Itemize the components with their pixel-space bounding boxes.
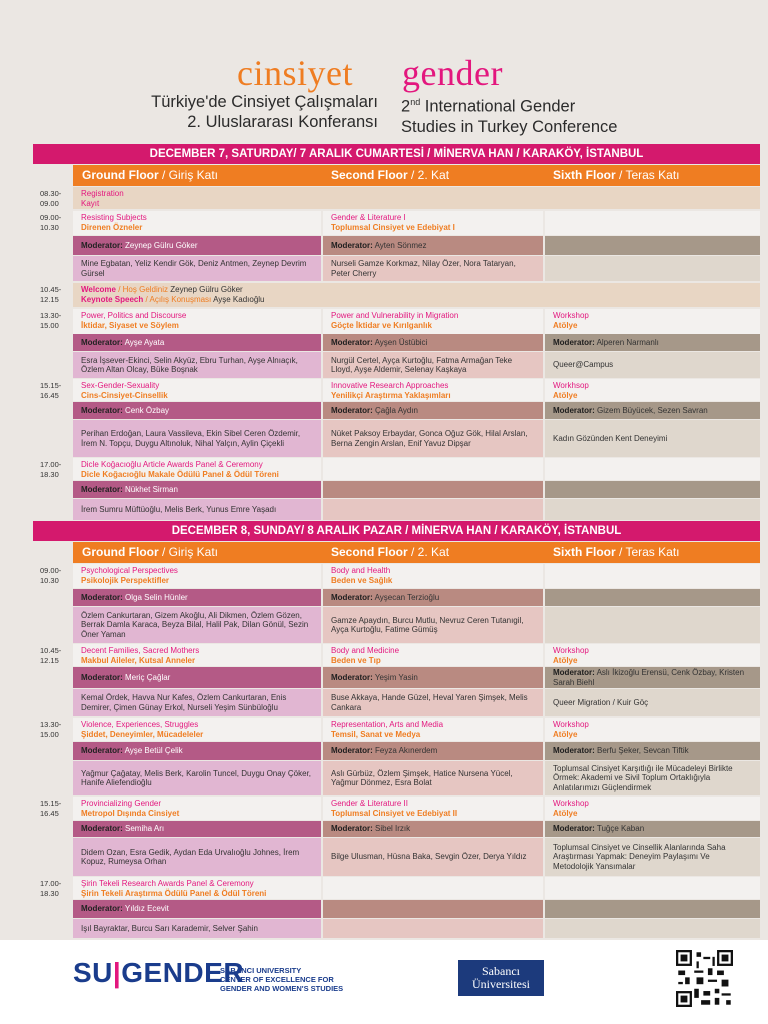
session-title bbox=[323, 458, 543, 480]
schedule-row bbox=[33, 256, 760, 281]
session-moderator bbox=[545, 481, 760, 498]
title-en-line2: Studies in Turkey Conference bbox=[401, 117, 618, 136]
session-moderator bbox=[545, 236, 760, 255]
session-speakers bbox=[545, 256, 760, 281]
schedule-row bbox=[33, 589, 760, 606]
session-moderator bbox=[323, 481, 543, 498]
time-slot bbox=[33, 821, 71, 837]
session-moderator: Moderator: Yeşim Yasin bbox=[323, 667, 543, 688]
schedule-row bbox=[33, 211, 760, 235]
session-moderator: Moderator: Aslı İkizoğlu Erensü, Cenk Özbay, Kristen Sarah Biehl bbox=[545, 667, 760, 688]
session-speakers: Özlem Cankurtaran, Gizem Akoğlu, Ali Dikmen, Özlem Gözen, Berrak Damla Karaca, Beyza Bilal, Halil Pak, Dilan Gönül, Sezin Öner Yaman bbox=[73, 607, 321, 643]
session-moderator bbox=[545, 900, 760, 918]
time-slot bbox=[33, 481, 71, 498]
schedule-row bbox=[33, 607, 760, 643]
session-title: Representation, Arts and Media Temsil, Sanat ve Medya bbox=[323, 718, 543, 741]
time-slot: 13.30- 15.00 bbox=[33, 309, 71, 334]
time-slot bbox=[33, 236, 71, 255]
session-speakers: Toplumsal Cinsiyet ve Cinsellik Alanlarında Saha Araştırması Yapmak: Deneyim Paylaşımı Ve Metodolojik Yansımalar bbox=[545, 838, 760, 876]
session-speakers: Kadın Gözünden Kent Deneyimi bbox=[545, 420, 760, 457]
schedule-row bbox=[33, 420, 760, 457]
session-speakers: Perihan Erdoğan, Laura Vassileva, Ekin Sibel Ceren Özdemir, İrem N. Topçu, Duygu Altınoluk, Nihal Yalçın, Aylin Çiçekli bbox=[73, 420, 321, 457]
schedule-row bbox=[33, 797, 760, 820]
title-tr-line1: Türkiye'de Cinsiyet Çalışmaları bbox=[151, 93, 378, 111]
session-speakers bbox=[545, 607, 760, 643]
time-slot: 09.00- 10.30 bbox=[33, 564, 71, 588]
session-moderator: Moderator: Tuğçe Kaban bbox=[545, 821, 760, 837]
session-moderator: Moderator: Ayşe Betül Çelik bbox=[73, 742, 321, 760]
session-title: Dicle Koğacıoğlu Article Awards Panel & Ceremony Dicle Koğacıoğlu Makale Ödülü Panel & Ödül Töreni bbox=[73, 458, 321, 480]
floor-label: Ground Floor / Giriş Katı bbox=[82, 545, 218, 559]
session-moderator: Moderator: Cenk Özbay bbox=[73, 402, 321, 419]
schedule-row bbox=[33, 236, 760, 255]
time-slot: 15.15- 16.45 bbox=[33, 797, 71, 820]
time-slot bbox=[33, 499, 71, 520]
time-slot: 08.30- 09.00 bbox=[33, 187, 71, 209]
session-speakers: Mine Egbatan, Yeliz Kendir Gök, Deniz Antmen, Zeynep Devrim Gürsel bbox=[73, 256, 321, 281]
title-word-gender: gender bbox=[402, 53, 503, 93]
schedule-row bbox=[33, 283, 760, 307]
schedule-row bbox=[33, 481, 760, 498]
su-gender-text: SABANCI UNIVERSITY CENTER OF EXCELLENCE FOR GENDER AND WOMEN'S STUDIES bbox=[220, 966, 344, 993]
time-slot: 17.00- 18.30 bbox=[33, 877, 71, 899]
session-title: Power, Politics and Discourse İktidar, Siyaset ve Söylem bbox=[73, 309, 321, 334]
session-moderator: Moderator: Meriç Çağlar bbox=[73, 667, 321, 688]
session-title: Gender & Literature I Toplumsal Cinsiyet ve Edebiyat I bbox=[323, 211, 543, 235]
schedule-row bbox=[33, 689, 760, 716]
session-speakers: Işıl Bayraktar, Burcu Sarı Karademir, Selver Şahin bbox=[73, 919, 321, 938]
session-speakers: Nurseli Gamze Korkmaz, Nilay Özer, Nora Tataryan, Peter Cherry bbox=[323, 256, 543, 281]
su-gender-logo: SU|GENDER bbox=[73, 957, 245, 988]
session-speakers: Gamze Apaydın, Burcu Mutlu, Nevruz Ceren Tutanıgil, Ayça Kurtoğlu, Fatime Gümüş bbox=[323, 607, 543, 643]
schedule-row bbox=[33, 379, 760, 401]
schedule-row bbox=[33, 742, 760, 760]
time-slot bbox=[33, 919, 71, 938]
session-speakers bbox=[323, 919, 543, 938]
time-slot: 10.45- 12.15 bbox=[33, 283, 71, 307]
time-slot bbox=[33, 667, 71, 688]
title-tr bbox=[151, 92, 378, 132]
session-speakers: Toplumsal Cinsiyet Karşıtlığı ile Mücadeleyi Birlikte Örmek: Akademi ve Sivil Toplum Ortaklığıyla Anlatılarımızı Güçlendirmek bbox=[545, 761, 760, 795]
time-slot bbox=[33, 352, 71, 378]
schedule-row bbox=[33, 877, 760, 899]
session-speakers: Nurgül Certel, Ayça Kurtoğlu, Fatma Armağan Teke Lloyd, Ayşe Aldemir, Selenay Kaşkaya bbox=[323, 352, 543, 378]
session-speakers: Esra İşsever-Ekinci, Selin Akyüz, Ebru Turhan, Ayşe Alnıaçık, Özlem Altan Olcay, Büke Boşnak bbox=[73, 352, 321, 378]
session-speakers: Nüket Paksoy Erbaydar, Gonca Oğuz Gök, Hilal Arslan, Berna Zengin Arslan, Enif Yavuz Dipşar bbox=[323, 420, 543, 457]
schedule-row bbox=[33, 402, 760, 419]
sabanci-logo: Sabancı Üniversitesi bbox=[458, 960, 544, 996]
session-title: Psychological Perspectives Psikolojik Perspektifler bbox=[73, 564, 321, 588]
day-banner bbox=[33, 144, 760, 164]
day-date: DECEMBER 8, SUNDAY bbox=[171, 525, 301, 537]
floor-label: Ground Floor / Giriş Katı bbox=[82, 168, 218, 182]
time-slot: 15.15- 16.45 bbox=[33, 379, 71, 401]
session-moderator: Moderator: Ayşe Ayata bbox=[73, 334, 321, 351]
schedule-row bbox=[33, 352, 760, 378]
day-venue: / 7 ARALIK CUMARTESİ / MİNERVA HAN / KARAKÖY, İSTANBUL bbox=[293, 148, 644, 160]
schedule-row bbox=[33, 838, 760, 876]
session-moderator: Moderator: Ayten Sönmez bbox=[323, 236, 543, 255]
floor-label: Sixth Floor / Teras Katı bbox=[553, 545, 680, 559]
floor-header bbox=[73, 542, 760, 563]
time-slot bbox=[33, 607, 71, 643]
session-speakers: Queer Migration / Kuir Göç bbox=[545, 689, 760, 716]
session-moderator: Moderator: Berfu Şeker, Sevcan Tiftik bbox=[545, 742, 760, 760]
schedule-row bbox=[33, 900, 760, 918]
poster-header bbox=[0, 0, 768, 145]
time-slot: 09.00- 10.30 bbox=[33, 211, 71, 235]
session-title: Resisting Subjects Direnen Özneler bbox=[73, 211, 321, 235]
title-en-line1: 2nd International Gender bbox=[401, 97, 576, 116]
session-speakers bbox=[545, 499, 760, 520]
session-title: Body and Health Beden ve Sağlık bbox=[323, 564, 543, 588]
schedule-row bbox=[33, 919, 760, 938]
floor-label: Second Floor / 2. Kat bbox=[331, 168, 450, 182]
time-slot bbox=[33, 334, 71, 351]
time-slot bbox=[33, 761, 71, 795]
time-slot bbox=[33, 402, 71, 419]
session-title bbox=[545, 877, 760, 899]
registration-cell: Registration Kayıt bbox=[73, 187, 760, 209]
schedule-row bbox=[33, 187, 760, 209]
session-speakers: Queer@Campus bbox=[545, 352, 760, 378]
time-slot bbox=[33, 742, 71, 760]
session-title bbox=[323, 877, 543, 899]
time-slot: 10.45- 12.15 bbox=[33, 644, 71, 666]
session-title: Workshop Atölye bbox=[545, 718, 760, 741]
session-title: Provincializing Gender Metropol Dışında Cinsiyet bbox=[73, 797, 321, 820]
session-moderator: Moderator: Feyza Akınerdem bbox=[323, 742, 543, 760]
title-word-cinsiyet: cinsiyet bbox=[237, 53, 353, 93]
session-speakers: Bilge Ulusman, Hüsna Baka, Sevgin Özer, Derya Yıldız bbox=[323, 838, 543, 876]
session-title: Workhsop Atölye bbox=[545, 379, 760, 401]
schedule-row bbox=[33, 821, 760, 837]
session-speakers: Buse Akkaya, Hande Güzel, Heval Yaren Şimşek, Melis Cankara bbox=[323, 689, 543, 716]
session-speakers: Kemal Ördek, Havva Nur Kafes, Özlem Cankurtaran, Enis Demirer, Çimen Günay Erkol, Nurseli Yeşim Sünbüloğlu bbox=[73, 689, 321, 716]
time-slot bbox=[33, 420, 71, 457]
schedule-row bbox=[33, 718, 760, 741]
time-slot bbox=[33, 689, 71, 716]
session-speakers bbox=[323, 499, 543, 520]
schedule-row bbox=[33, 564, 760, 588]
time-slot bbox=[33, 256, 71, 281]
schedule-row bbox=[33, 458, 760, 480]
session-moderator: Moderator: Alperen Narmanlı bbox=[545, 334, 760, 351]
session-moderator: Moderator: Sibel Irzık bbox=[323, 821, 543, 837]
session-moderator: Moderator: Ayşecan Terzioğlu bbox=[323, 589, 543, 606]
session-title: Gender & Literature II Toplumsal Cinsiyet ve Edebiyat II bbox=[323, 797, 543, 820]
floor-header bbox=[73, 165, 760, 186]
session-moderator: Moderator: Gizem Büyücek, Sezen Savran bbox=[545, 402, 760, 419]
schedule-row bbox=[33, 644, 760, 666]
session-title: Workshop Atölye bbox=[545, 797, 760, 820]
day-banner bbox=[33, 521, 760, 541]
session-title: Innovative Research Approaches Yenilikçi Araştırma Yaklaşımları bbox=[323, 379, 543, 401]
day-venue: / 8 ARALIK PAZAR / MİNERVA HAN / KARAKÖY, İSTANBUL bbox=[300, 525, 622, 537]
title-en bbox=[401, 92, 617, 137]
qr-code-icon bbox=[676, 950, 733, 1007]
keynote-cell: Welcome / Hoş Geldiniz Zeynep Gülru Göker Keynote Speech / Açılış Konuşması Ayşe Kadıoğlu bbox=[73, 283, 760, 307]
footer bbox=[0, 940, 768, 1024]
session-title: Decent Families, Sacred Mothers Makbul Aileler, Kutsal Anneler bbox=[73, 644, 321, 666]
session-title bbox=[545, 211, 760, 235]
session-moderator: Moderator: Ayşen Üstübici bbox=[323, 334, 543, 351]
session-title: Body and Medicine Beden ve Tıp bbox=[323, 644, 543, 666]
time-slot bbox=[33, 838, 71, 876]
day-date: DECEMBER 7, SATURDAY bbox=[149, 148, 294, 160]
session-speakers bbox=[545, 919, 760, 938]
session-moderator: Moderator: Zeynep Gülru Göker bbox=[73, 236, 321, 255]
session-speakers: Aslı Gürbüz, Özlem Şimşek, Hatice Nursena Yücel, Yağmur Dönmez, Esra Bolat bbox=[323, 761, 543, 795]
time-slot bbox=[33, 589, 71, 606]
session-speakers: Yağmur Çağatay, Melis Berk, Karolin Tuncel, Duygu Onay Çöker, Hanife Aliefendioğlu bbox=[73, 761, 321, 795]
session-title: Şirin Tekeli Research Awards Panel & Ceremony Şirin Tekeli Araştırma Ödülü Panel & Ödül Töreni bbox=[73, 877, 321, 899]
session-title bbox=[545, 564, 760, 588]
time-slot: 13.30- 15.00 bbox=[33, 718, 71, 741]
session-moderator: Moderator: Semiha Arı bbox=[73, 821, 321, 837]
session-moderator bbox=[323, 900, 543, 918]
session-moderator: Moderator: Nükhet Sirman bbox=[73, 481, 321, 498]
session-title bbox=[545, 458, 760, 480]
session-speakers: İrem Sumru Müftüoğlu, Melis Berk, Yunus Emre Yaşadı bbox=[73, 499, 321, 520]
schedule-row bbox=[33, 761, 760, 795]
schedule-row bbox=[33, 334, 760, 351]
session-title: Workshop Atölye bbox=[545, 309, 760, 334]
time-slot bbox=[33, 900, 71, 918]
floor-label: Second Floor / 2. Kat bbox=[331, 545, 450, 559]
session-title: Power and Vulnerability in Migration Göçte İktidar ve Kırılganlık bbox=[323, 309, 543, 334]
session-title: Workshop Atölye bbox=[545, 644, 760, 666]
session-title: Sex-Gender-Sexuality Cins-Cinsiyet-Cinsellik bbox=[73, 379, 321, 401]
title-tr-line2: 2. Uluslararası Konferansı bbox=[187, 113, 378, 131]
schedule-row bbox=[33, 309, 760, 334]
schedule-row bbox=[33, 667, 760, 688]
floor-label: Sixth Floor / Teras Katı bbox=[553, 168, 680, 182]
session-title: Violence, Experiences, Struggles Şiddet, Deneyimler, Mücadeleler bbox=[73, 718, 321, 741]
session-moderator: Moderator: Olga Selin Hünler bbox=[73, 589, 321, 606]
session-moderator: Moderator: Yıldız Ecevit bbox=[73, 900, 321, 918]
time-slot: 17.00- 18.30 bbox=[33, 458, 71, 480]
session-moderator bbox=[545, 589, 760, 606]
session-speakers: Didem Ozan, Esra Gedik, Aydan Eda Urvalıoğlu Johnes, İrem Kopuz, Rumeysa Orhan bbox=[73, 838, 321, 876]
session-moderator: Moderator: Çağla Aydın bbox=[323, 402, 543, 419]
schedule-row bbox=[33, 499, 760, 520]
